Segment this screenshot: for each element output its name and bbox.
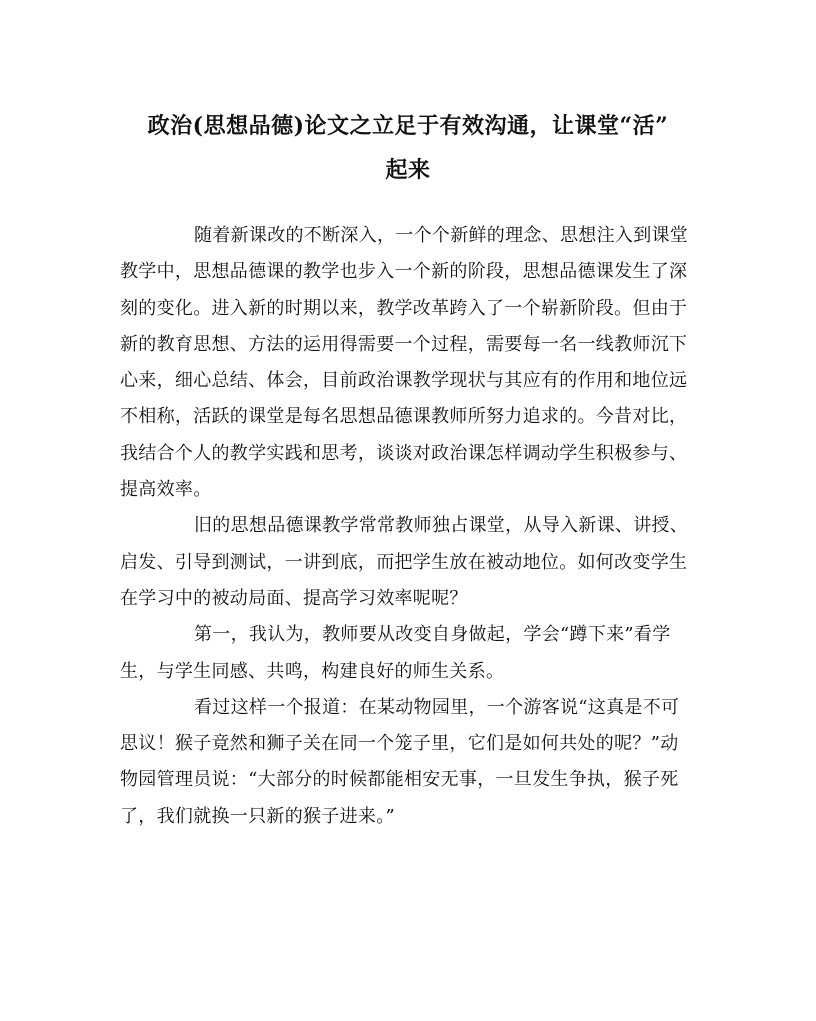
paragraph-line: 心来，细心总结、体会，目前政治课教学现状与其应有的作用和地位远	[120, 370, 688, 392]
paragraph-3	[120, 617, 700, 690]
paragraph-line: 随着新课改的不断深入，一个个新鲜的理念、思想注入到课堂	[194, 225, 689, 246]
paragraph-line: 在学习中的被动局面、提高学习效率呢呢？	[120, 587, 468, 609]
paragraph-line: 不相称，活跃的课堂是每名思想品德课教师所努力追求的。今昔对比，	[120, 406, 688, 428]
title-line-1: 政治(思想品德)论文之立足于有效沟通，让课堂“活”	[147, 113, 669, 139]
document-body	[120, 218, 700, 835]
paragraph-line: 新的教育思想、方法的运用得需要一个过程，需要每一名一线教师沉下	[120, 333, 688, 355]
paragraph-line: 生，与学生同感、共鸣，构建良好的师生关系。	[120, 660, 505, 682]
paragraph-2	[120, 508, 700, 617]
title-line-2: 起来	[385, 157, 431, 183]
paragraph-1	[120, 218, 700, 508]
paragraph-4	[120, 690, 700, 835]
paragraph-line: 我结合个人的教学实践和思考，谈谈对政治课怎样调动学生积极参与、	[120, 442, 688, 464]
paragraph-line: 物园管理员说：“大部分的时候都能相安无事，一旦发生争执，猴子死	[120, 769, 679, 791]
paragraph-line: 教学中，思想品德课的教学也步入一个新的阶段，思想品德课发生了深	[120, 261, 688, 283]
paragraph-line: 刻的变化。进入新的时期以来，教学改革跨入了一个崭新阶段。但由于	[120, 297, 688, 319]
paragraph-line: 第一，我认为，教师要从改变自身做起，学会“蹲下来”看学	[194, 624, 671, 646]
document-title	[100, 104, 716, 192]
paragraph-line: 思议！猴子竟然和狮子关在同一个笼子里，它们是如何共处的呢？”动	[120, 733, 679, 755]
paragraph-line: 旧的思想品德课教学常常教师独占课堂，从导入新课、讲授、	[194, 515, 689, 537]
paragraph-line: 看过这样一个报道：在某动物园里，一个游客说“这真是不可	[194, 696, 680, 718]
paragraph-line: 提高效率。	[120, 479, 212, 501]
paragraph-line: 启发、引导到测试，一讲到底，而把学生放在被动地位。如何改变学生	[120, 551, 688, 573]
paragraph-line: 了，我们就换一只新的猴子进来。”	[120, 805, 396, 827]
